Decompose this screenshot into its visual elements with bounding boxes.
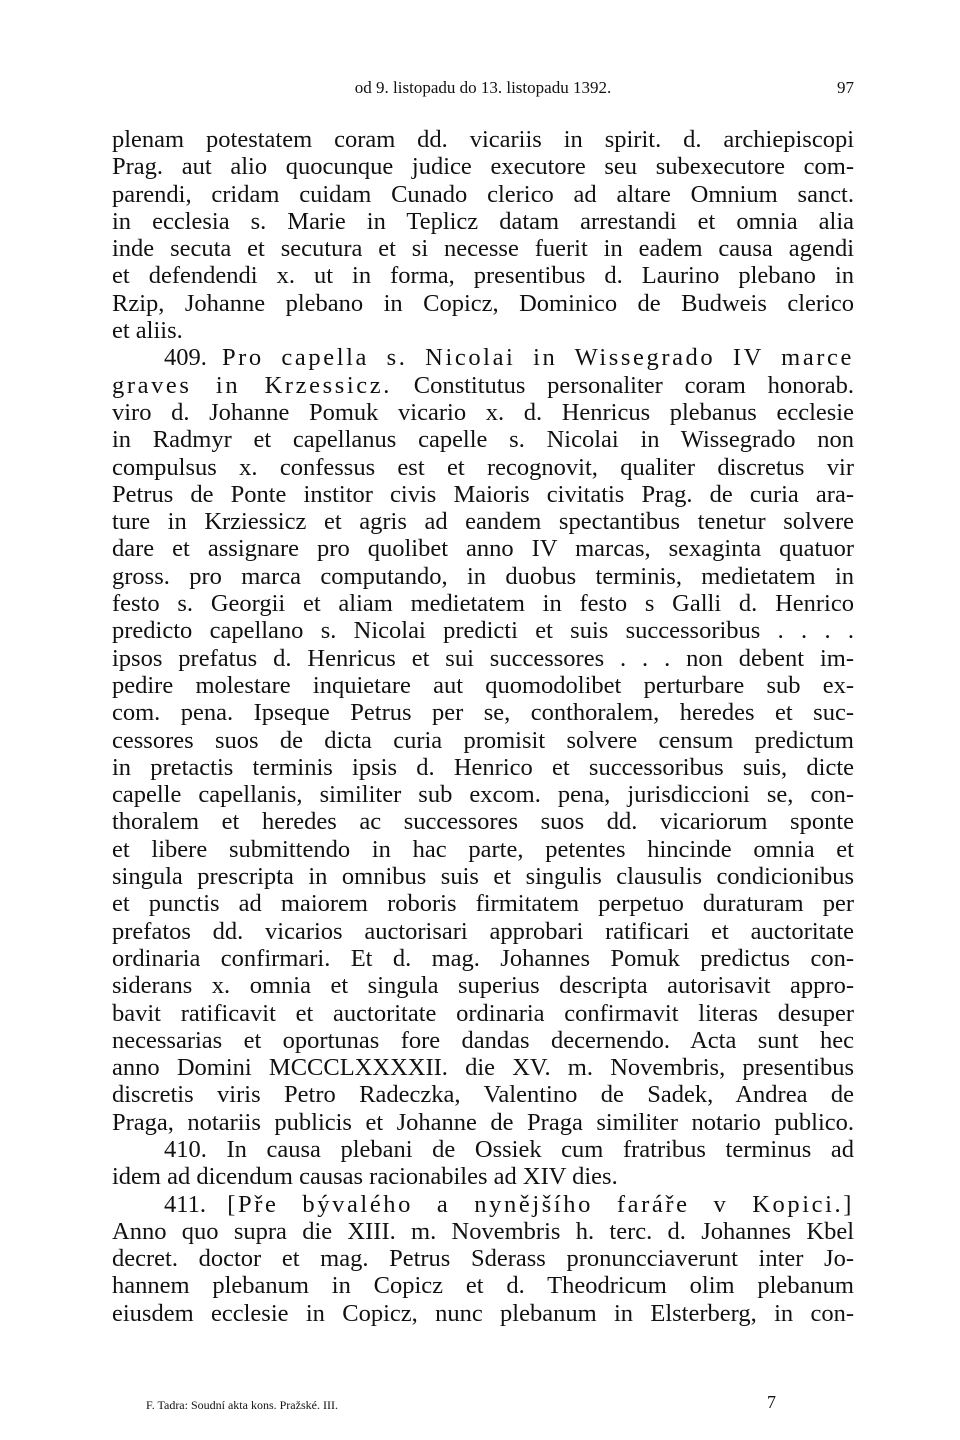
- entry-number: 409.: [164, 344, 207, 372]
- text-line: gross. pro marca computando, in duobus terminis, medietatem in: [112, 562, 854, 590]
- text-line: bavit ratificavit et auctoritate ordinaria confirmavit literas desuper: [112, 999, 854, 1027]
- page-footer: [146, 1392, 776, 1418]
- page-number: 97: [837, 78, 854, 97]
- entry-heading: [Pře bývalého a nynějšího faráře v Kopici.]: [227, 1190, 854, 1218]
- text-line: necessarias et oportunas fore dandas decernendo. Acta sunt hec: [112, 1026, 854, 1054]
- text-line: capelle capellanis, similiter sub excom. pena, jurisdiccioni se, con-: [112, 781, 854, 809]
- text-line: ordinaria confirmari. Et d. mag. Johannes Pomuk predictus con-: [112, 944, 854, 972]
- text-line: Praga, notariis publicis et Johanne de Praga similiter notario publico.: [112, 1108, 854, 1136]
- entry-411-heading: [112, 1191, 854, 1218]
- text-line: festo s. Georgii et aliam medietatem in festo s Galli d. Henrico: [112, 590, 854, 618]
- entry-number: 411.: [164, 1190, 206, 1218]
- text-line: Anno quo supra die XIII. m. Novembris h. terc. d. Johannes Kbel: [112, 1217, 854, 1245]
- text-line: eiusdem ecclesie in Copicz, nunc plebanum in Elsterberg, in con-: [112, 1299, 854, 1327]
- text-line: inde secuta et secutura et si necesse fuerit in eadem causa agendi: [112, 235, 854, 263]
- entry-heading: Pro capella s. Nicolai in Wissegrado IV marce: [221, 344, 854, 372]
- entry-409-heading: [112, 344, 854, 371]
- text-line: et punctis ad maiorem roboris firmitatem perpetuo duraturam per: [112, 890, 854, 918]
- text-line: viro d. Johanne Pomuk vicario x. d. Henricus plebanus ecclesie: [112, 398, 854, 426]
- text-line: anno Domini MCCCLXXXXII. die XV. m. Novembris, presentibus: [112, 1054, 854, 1082]
- text-line: parendi, cridam cuidam Cunado clerico ad altare Omnium sanct.: [112, 180, 854, 208]
- text-line: et libere submittendo in hac parte, petentes hincinde omnia et: [112, 835, 854, 863]
- text-line: graves in Krzessicz. Constitutus personaliter coram honorab.: [112, 371, 855, 399]
- text-line: prefatos dd. vicarios auctorisari approbari ratificari et auctoritate: [112, 917, 854, 945]
- text-line: in ecclesia s. Marie in Teplicz datam arrestandi et omnia alia: [112, 207, 854, 235]
- text-line: in Radmyr et capellanus capelle s. Nicolai in Wissegrado non: [112, 426, 854, 454]
- text-line: decret. doctor et mag. Petrus Sderass pronuncciaverunt inter Jo-: [112, 1245, 854, 1273]
- text-line: pedire molestare inquietare aut quomodolibet perturbare sub ex-: [112, 671, 854, 699]
- entry-heading: graves in Krzessicz.: [112, 371, 392, 399]
- text-line: ipsos prefatus d. Henricus et sui successores . . . non debent im-: [112, 644, 854, 672]
- text-line: thoralem et heredes ac successores suos dd. vicariorum sponte: [112, 808, 854, 836]
- text-line: hannem plebanum in Copicz et d. Theodricum olim plebanum: [112, 1272, 854, 1300]
- running-title: od 9. listopadu do 13. listopadu 1392.: [354, 78, 612, 97]
- running-head: [112, 78, 854, 104]
- text-line: predicto capellano s. Nicolai predicti et suis successoribus . . . .: [112, 617, 854, 645]
- entry-410-line: 410. In causa plebani de Ossiek cum fratribus terminus ad: [164, 1135, 854, 1163]
- text-line: Prag. aut alio quocunque judice executore seu subexecutore com-: [112, 153, 854, 181]
- text-line: com. pena. Ipseque Petrus per se, conthoralem, heredes et suc-: [112, 699, 854, 727]
- text-line: plenam potestatem coram dd. vicariis in spirit. d. archiepiscopi: [112, 126, 854, 153]
- text-line: compulsus x. confessus est et recognovit, qualiter discretus vir: [112, 453, 854, 481]
- main-text: [112, 126, 854, 1327]
- text-line: siderans x. omnia et singula superius descripta autorisavit appro-: [112, 972, 854, 1000]
- text-line: dare et assignare pro quolibet anno IV marcas, sexaginta quatuor: [112, 535, 854, 563]
- text-line: Petrus de Ponte institor civis Maioris civitatis Prag. de curia ara-: [112, 480, 854, 508]
- text-line: cessores suos de dicta curia promisit solvere censum predictum: [112, 726, 854, 754]
- text-line: discretis viris Petro Radeczka, Valentino de Sadek, Andrea de: [112, 1081, 854, 1109]
- text-line: singula prescripta in omnibus suis et singulis clausulis condicionibus: [112, 863, 854, 891]
- text-line: idem ad dicendum causas racionabiles ad XIV dies.: [112, 1163, 618, 1191]
- text-line: in pretactis terminis ipsis d. Henrico et successoribus suis, dicte: [112, 753, 854, 781]
- footer-signature: F. Tadra: Soudní akta kons. Pražské. III.: [146, 1398, 338, 1412]
- text-line: et aliis.: [112, 317, 183, 345]
- text-line: ture in Krziessicz et agris ad eandem spectantibus tenetur solvere: [112, 508, 854, 536]
- text-line: et defendendi x. ut in forma, presentibus d. Laurino plebano in: [112, 262, 854, 290]
- sheet-number: 7: [767, 1392, 776, 1412]
- text-line: Rzip, Johanne plebano in Copicz, Dominico de Budweis clerico: [112, 289, 854, 317]
